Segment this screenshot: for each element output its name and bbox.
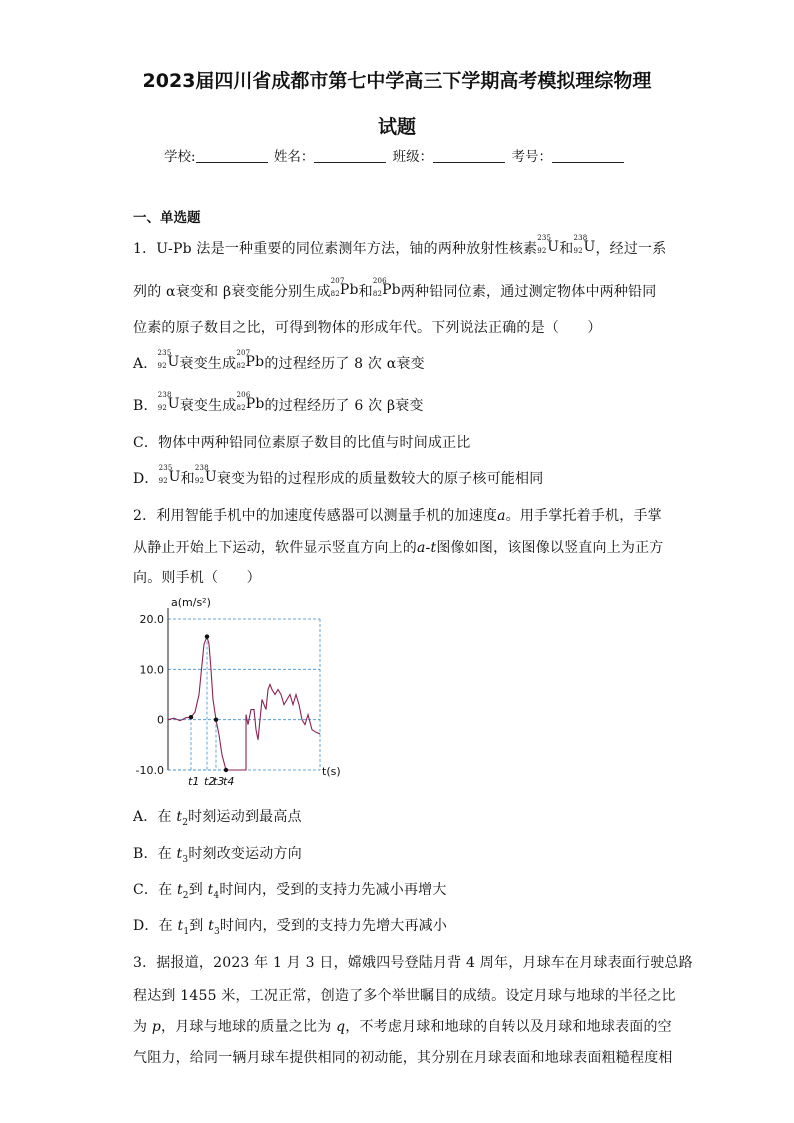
q2-option-c[interactable] <box>133 879 447 901</box>
school-label: 学校: <box>164 149 196 165</box>
school-blank[interactable] <box>196 149 268 163</box>
q1-text: 1．U-Pb 法是一种重要的同位素测年方法，铀的两种放射性核素 <box>133 241 538 257</box>
option-text: C．在 <box>133 882 177 898</box>
q1-option-c[interactable]: C．物体中两种铅同位素原子数目的比值与时间成正比 <box>133 435 471 451</box>
q2-option-b[interactable] <box>133 843 302 865</box>
q1-text: 两种铅同位素，通过测定物体中两种铅同 <box>400 284 657 300</box>
q3-text: ，月球与地球的质量之比为 <box>161 1019 337 1035</box>
q1-text: ，经过一系 <box>595 241 667 257</box>
y-tick-label: 20.0 <box>139 613 164 626</box>
option-label: A． <box>133 356 158 372</box>
isotope-pb206: 206 82 Pb <box>372 277 401 298</box>
q1-text: 列的 α衰变和 β衰变能分别生成 <box>133 284 331 300</box>
point-t2 <box>205 634 209 638</box>
subscript: 3 <box>182 854 189 865</box>
subscript: 4 <box>213 890 220 901</box>
student-info-line <box>164 145 626 165</box>
var-t: t <box>176 846 183 862</box>
q2-option-a[interactable] <box>133 806 302 828</box>
isotope-pb206: 206 82 Pb <box>236 391 265 412</box>
isotope-u238: 238 92 U <box>194 464 217 485</box>
q3-line-3 <box>133 1016 672 1036</box>
q1-line-1 <box>133 234 667 258</box>
y-tick-label: 0 <box>157 713 164 727</box>
option-text: 时刻改变运动方向 <box>188 846 302 862</box>
x-tick-label: t3 <box>213 775 225 788</box>
q3-text: 为 <box>133 1019 152 1035</box>
option-text: 的过程经历了 6 次 β衰变 <box>264 398 424 414</box>
subscript: 3 <box>213 926 220 937</box>
name-blank[interactable] <box>314 149 386 163</box>
subscript: 2 <box>182 817 189 828</box>
exam-title: 2023届四川省成都市第七中学高三下学期高考模拟理综物理 <box>142 70 652 92</box>
q2-line-2 <box>133 537 664 557</box>
exam-title-cont: 试题 <box>377 116 416 138</box>
subscript: 2 <box>182 890 189 901</box>
q1-option-d[interactable] <box>133 464 544 488</box>
section-heading: 一、单选题 <box>133 210 201 226</box>
a-t-chart <box>130 592 341 792</box>
q3-line-2: 程达到 1455 米，工况正常，创造了多个举世瞩目的成绩。设定月球与地球的半径之比 <box>133 988 676 1004</box>
x-tick-label: t4 <box>223 775 235 788</box>
option-label: D． <box>133 471 159 487</box>
isotope-pb207: 207 82 Pb <box>236 349 265 370</box>
option-text: A．在 <box>133 809 177 825</box>
q2-text: 从静止开始上下运动，软件显示竖直方向上的 <box>133 540 417 556</box>
q2-line-3: 向。则手机（ ） <box>133 570 261 586</box>
var-t: t <box>208 918 214 934</box>
isotope-u238: 238 92 U <box>573 234 596 255</box>
q1-line-2 <box>133 277 657 301</box>
name-label: 姓名： <box>273 149 315 165</box>
point-t1 <box>189 715 193 719</box>
var-t: t <box>176 882 183 898</box>
option-text: 时间内，受到的支持力先增大再减小 <box>219 918 448 934</box>
q1-text: 和 <box>559 241 574 257</box>
q3-text: ，不考虑月球和地球的自转以及月球和地球表面的空 <box>345 1019 672 1035</box>
y-axis-label: a(m/s²) <box>171 596 211 609</box>
var-t: t <box>177 918 184 934</box>
isotope-u238: 238 92 U <box>157 391 180 412</box>
isotope-u235: 235 92 U <box>157 349 180 370</box>
q3-line-1: 3．据报道，2023 年 1 月 3 日，嫦娥四号登陆月背 4 周年，月球车在月球表面行驶总路 <box>133 955 693 971</box>
option-text: 衰变生成 <box>179 356 237 372</box>
var-q: q <box>336 1019 346 1035</box>
q1-option-a[interactable] <box>133 349 425 373</box>
number-label: 考号： <box>511 149 552 165</box>
option-text: 到 <box>188 882 208 898</box>
option-text: 到 <box>189 918 209 934</box>
subscript: 1 <box>183 926 190 937</box>
q2-text: 2．利用智能手机中的加速度传感器可以测量手机的加速度 <box>133 508 498 524</box>
x-tick-label: t2 <box>204 775 216 788</box>
q2-option-d[interactable] <box>133 915 447 937</box>
point-t3 <box>214 717 218 721</box>
number-blank[interactable] <box>552 149 624 163</box>
isotope-u235: 235 92 U <box>158 464 181 485</box>
q1-text: 和 <box>358 284 373 300</box>
x-axis-label: t(s) <box>322 765 341 778</box>
option-text: 衰变生成 <box>179 398 237 414</box>
q3-line-4: 气阻力，给同一辆月球车提供相同的初动能，其分别在月球表面和地球表面粗糙程度相 <box>133 1050 673 1066</box>
isotope-u235: 235 92 U <box>537 234 560 255</box>
option-text: D．在 <box>133 918 178 934</box>
var-t: t <box>207 882 214 898</box>
q2-text: 图像如图，该图像以竖直向上为正方 <box>436 540 664 556</box>
var-a-t: a-t <box>417 540 437 556</box>
x-tick-label: t1 <box>188 775 200 788</box>
isotope-pb207: 207 82 Pb <box>330 277 359 298</box>
option-text: 和 <box>180 471 195 487</box>
option-text: 时刻运动到最高点 <box>188 809 302 825</box>
q2-line-1 <box>133 505 662 525</box>
q1-line-3: 位素的原子数目之比，可得到物体的形成年代。下列说法正确的是（ ） <box>133 320 602 336</box>
var-t: t <box>176 809 183 825</box>
option-text: 的过程经历了 8 次 α衰变 <box>264 356 425 372</box>
option-text: 时间内，受到的支持力先减小再增大 <box>219 882 447 898</box>
class-blank[interactable] <box>433 149 505 163</box>
q2-text: 。用手掌托着手机，手掌 <box>505 508 662 524</box>
y-tick-label: -10.0 <box>135 764 164 777</box>
var-p: p <box>151 1019 162 1035</box>
var-a: a <box>497 508 506 524</box>
y-tick-label: 10.0 <box>139 663 164 677</box>
option-text: 衰变为铅的过程形成的质量数较大的原子核可能相同 <box>216 471 544 487</box>
option-text: B．在 <box>133 846 177 862</box>
q1-option-b[interactable] <box>133 391 424 415</box>
point-t4 <box>224 768 228 772</box>
option-label: B． <box>133 398 158 414</box>
class-label: 班级： <box>392 149 434 165</box>
